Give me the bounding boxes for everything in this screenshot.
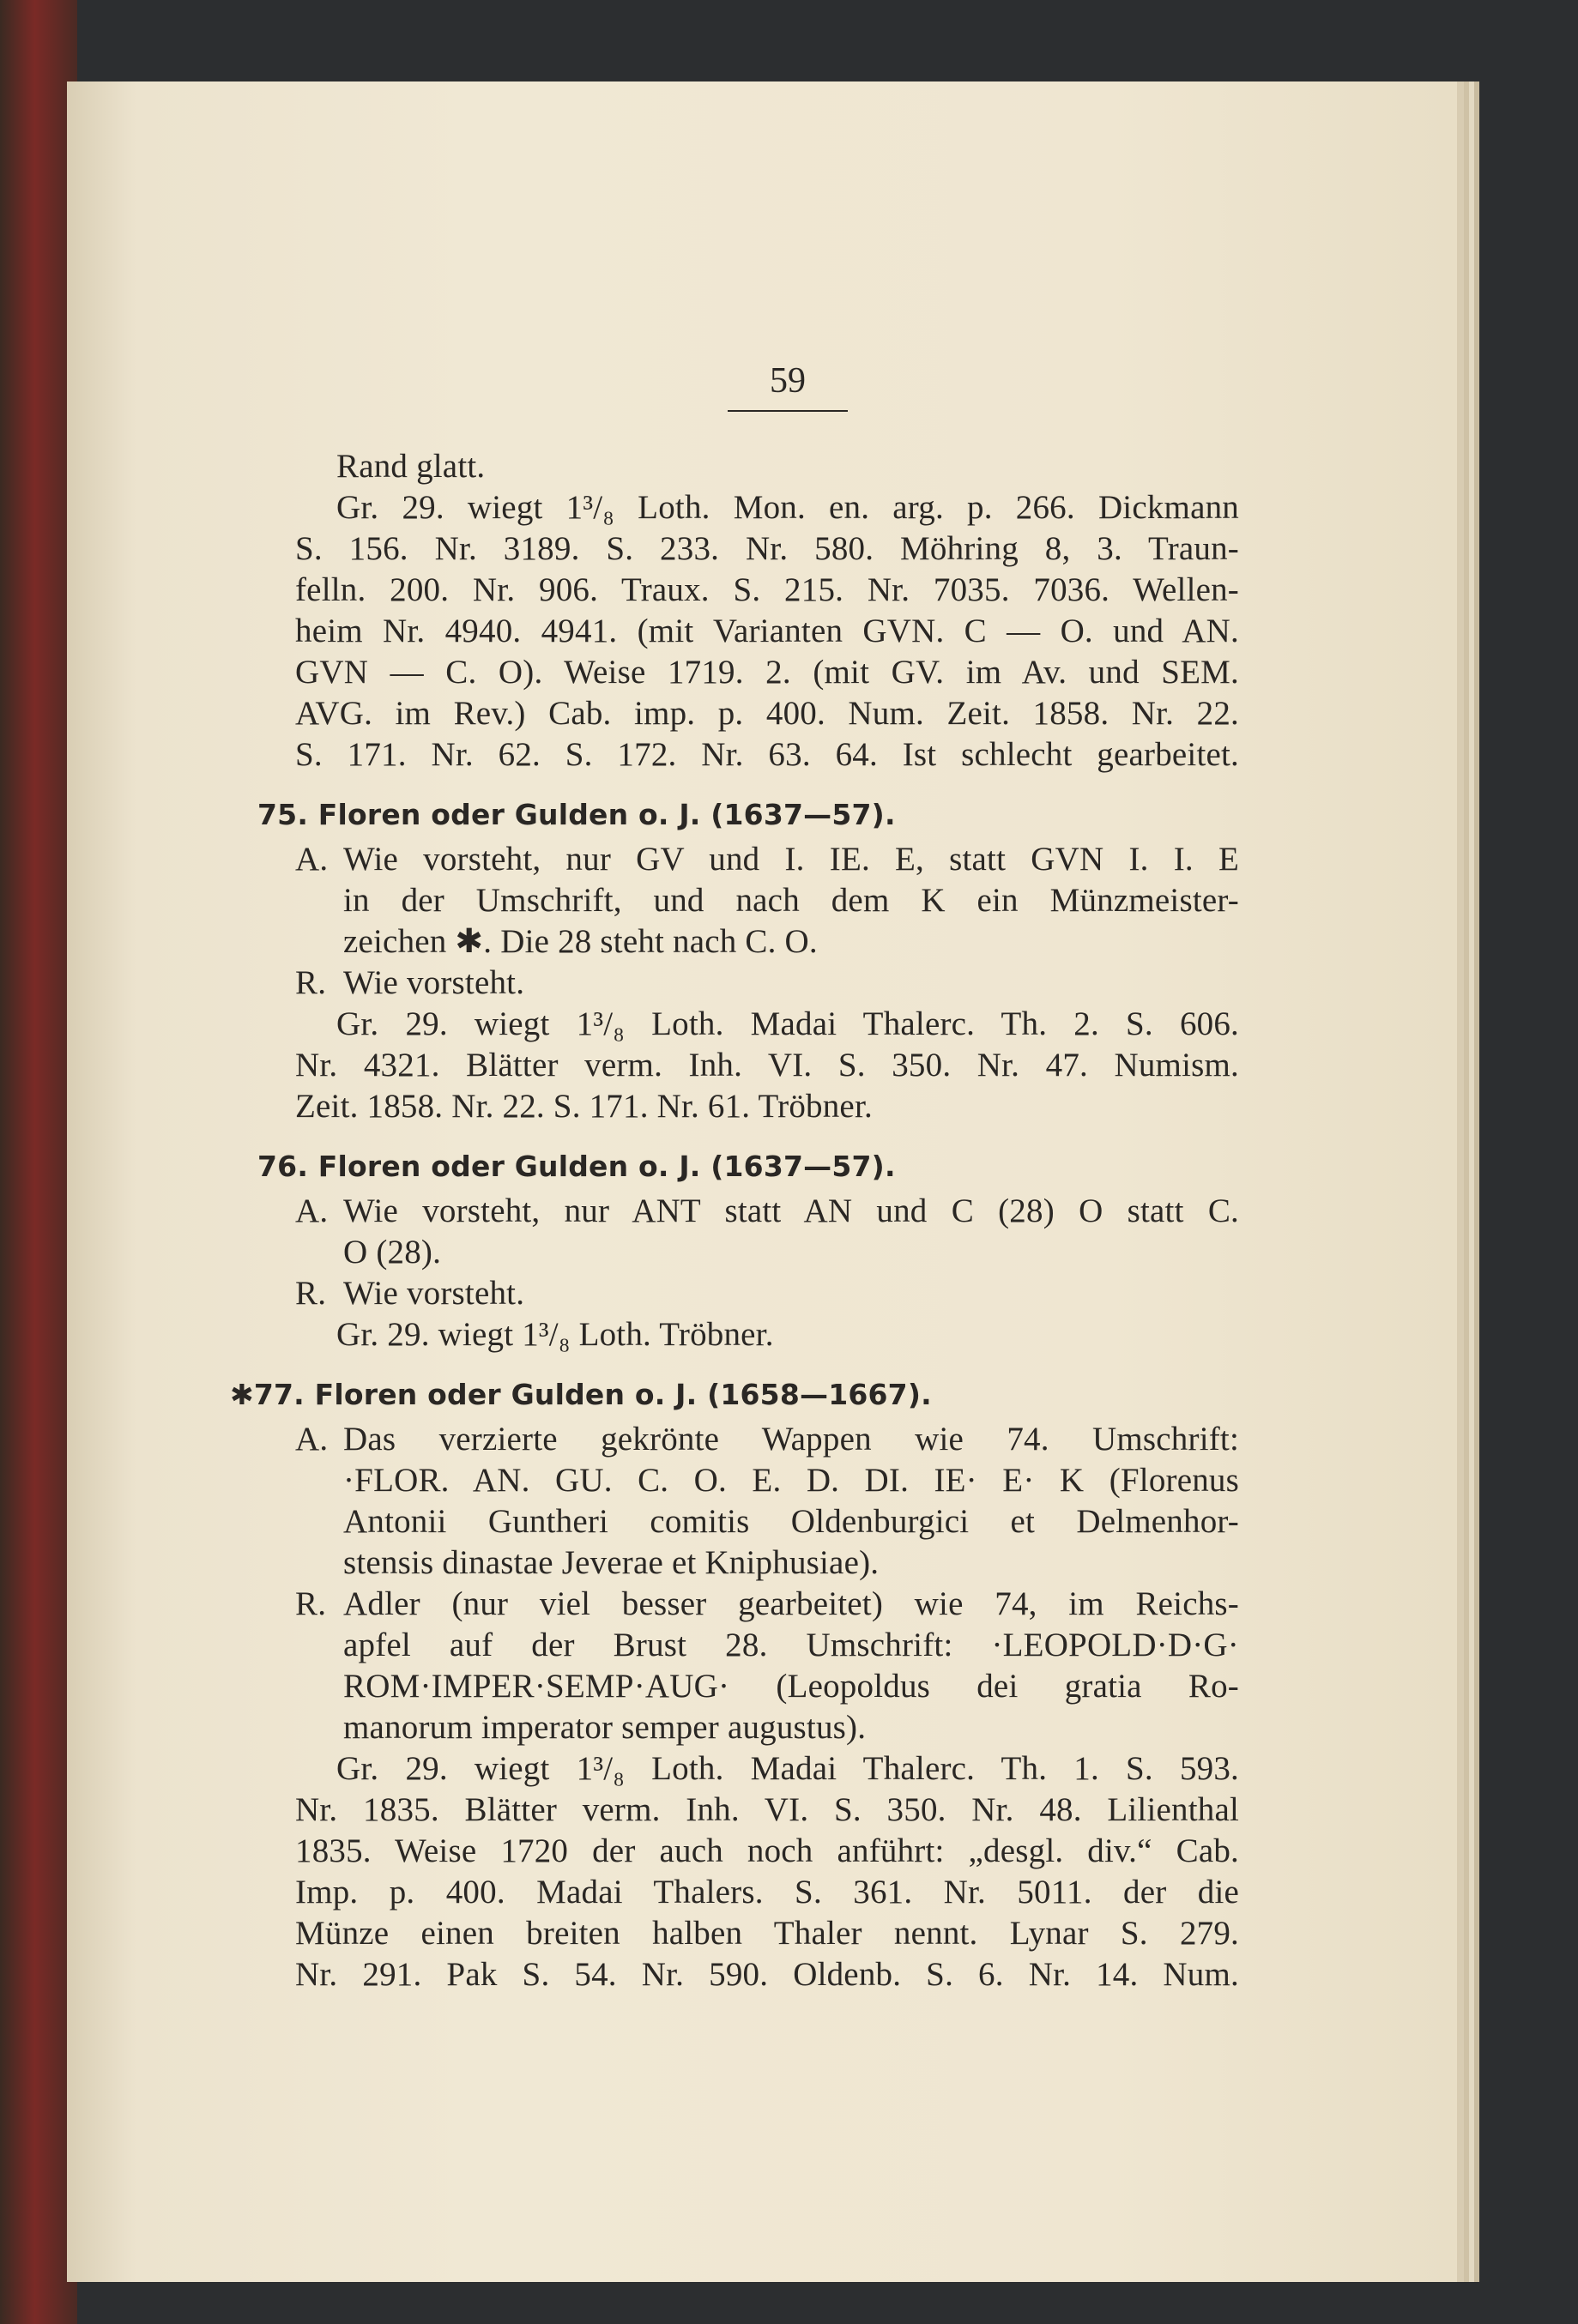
- intro-block: [295, 446, 1239, 776]
- obverse-label: A.: [295, 1192, 329, 1229]
- obverse-description: [295, 839, 1239, 963]
- text-line: Wie vorsteht.: [343, 1275, 525, 1312]
- text-line: Zeit. 1858. Nr. 22. S. 171. Nr. 61. Tröbner.: [295, 1088, 873, 1125]
- entry-77: [230, 1374, 1239, 1995]
- entry-75: [257, 794, 1239, 1127]
- reverse-label: R.: [295, 964, 327, 1001]
- text-line: AVG. im Rev.) Cab. imp. p. 400. Num. Zeit. 1858. Nr. 22.: [295, 695, 1239, 732]
- text-line: Imp. p. 400. Madai Thalers. S. 361. Nr. 5011. der die: [295, 1874, 1239, 1911]
- text-line: Nr. 4321. Blätter verm. Inh. VI. S. 350. Nr. 47. Numism.: [295, 1047, 1239, 1084]
- text-line: Rand glatt.: [336, 448, 486, 485]
- book-spine: [0, 0, 77, 2324]
- text-line: Das verzierte gekrönte Wappen wie 74. Umschrift:: [343, 1421, 1239, 1458]
- text-line: Wie vorsteht, nur ANT statt AN und C (28) O statt C.: [343, 1192, 1239, 1229]
- text-line: 1835. Weise 1720 der auch noch anführt: „desgl. div.“ Cab.: [295, 1832, 1239, 1869]
- entry-76: [257, 1146, 1239, 1355]
- text-line: Wie vorsteht, nur GV und I. IE. E, statt GVN I. I. E: [343, 841, 1239, 878]
- text-line: apfel auf der Brust 28. Umschrift: ·LEOPOLD·D·G·: [343, 1627, 1239, 1663]
- entry-heading: ✱77. Floren oder Gulden o. J. (1658—1667).: [230, 1378, 932, 1411]
- reverse-description: [295, 1584, 1239, 1748]
- text-line: felln. 200. Nr. 906. Traux. S. 215. Nr. 7035. 7036. Wellen-: [295, 571, 1239, 608]
- reverse-description: [295, 963, 1239, 1004]
- text-line: Münze einen breiten halben Thaler nennt. Lynar S. 279.: [295, 1915, 1239, 1952]
- text-line: Wie vorsteht.: [343, 964, 525, 1001]
- obverse-description: [295, 1419, 1239, 1584]
- text-line: GVN — C. O). Weise 1719. 2. (mit GV. im Av. und SEM.: [295, 654, 1239, 691]
- reverse-label: R.: [295, 1585, 327, 1622]
- text-line: S. 156. Nr. 3189. S. 233. Nr. 580. Möhring 8, 3. Traun-: [295, 530, 1239, 567]
- text-line: Nr. 1835. Blätter verm. Inh. VI. S. 350. Nr. 48. Lilienthal: [295, 1791, 1239, 1828]
- text-line: ROM·IMPER·SEMP·AUG· (Leopoldus dei gratia Ro-: [343, 1668, 1239, 1705]
- text-line: Adler (nur viel besser gearbeitet) wie 74, im Reichs-: [343, 1585, 1239, 1622]
- page-text: [230, 446, 1239, 1995]
- text-line: Gr. 29. wiegt 1³/₈ Loth. Mon. en. arg. p. 266. Dickmann: [336, 489, 1239, 526]
- text-line: Gr. 29. wiegt 1³/₈ Loth. Madai Thalerc. Th. 2. S. 606.: [336, 1005, 1239, 1042]
- book-page: [67, 81, 1457, 2282]
- reverse-label: R.: [295, 1275, 327, 1312]
- text-line: S. 171. Nr. 62. S. 172. Nr. 63. 64. Ist schlecht gearbeitet.: [295, 736, 1239, 773]
- text-line: in der Umschrift, und nach dem K ein Münzmeister-: [343, 882, 1239, 919]
- text-line: Nr. 291. Pak S. 54. Nr. 590. Oldenb. S. 6. Nr. 14. Num.: [295, 1956, 1239, 1993]
- text-line: Antonii Guntheri comitis Oldenburgici et Delmenhor-: [343, 1503, 1239, 1540]
- text-line: manorum imperator semper augustus).: [343, 1709, 867, 1746]
- entry-heading: 75. Floren oder Gulden o. J. (1637—57).: [257, 798, 896, 831]
- page-number: 59: [728, 360, 848, 412]
- text-line: stensis dinastae Jeverae et Kniphusiae).: [343, 1544, 880, 1581]
- text-line: ·FLOR. AN. GU. C. O. E. D. DI. IE· E· K (Florenus: [343, 1462, 1239, 1499]
- text-line: Gr. 29. wiegt 1³/₈ Loth. Tröbner.: [336, 1316, 774, 1353]
- obverse-label: A.: [295, 1421, 329, 1458]
- text-line: zeichen ✱. Die 28 steht nach C. O.: [343, 923, 818, 960]
- text-line: Gr. 29. wiegt 1³/₈ Loth. Madai Thalerc. Th. 1. S. 593.: [336, 1750, 1239, 1787]
- obverse-label: A.: [295, 841, 329, 878]
- text-line: O (28).: [343, 1234, 442, 1271]
- entry-heading: 76. Floren oder Gulden o. J. (1637—57).: [257, 1150, 896, 1183]
- text-line: heim Nr. 4940. 4941. (mit Varianten GVN. C — O. und AN.: [295, 613, 1239, 649]
- obverse-description: [295, 1191, 1239, 1273]
- reverse-description: [295, 1273, 1239, 1314]
